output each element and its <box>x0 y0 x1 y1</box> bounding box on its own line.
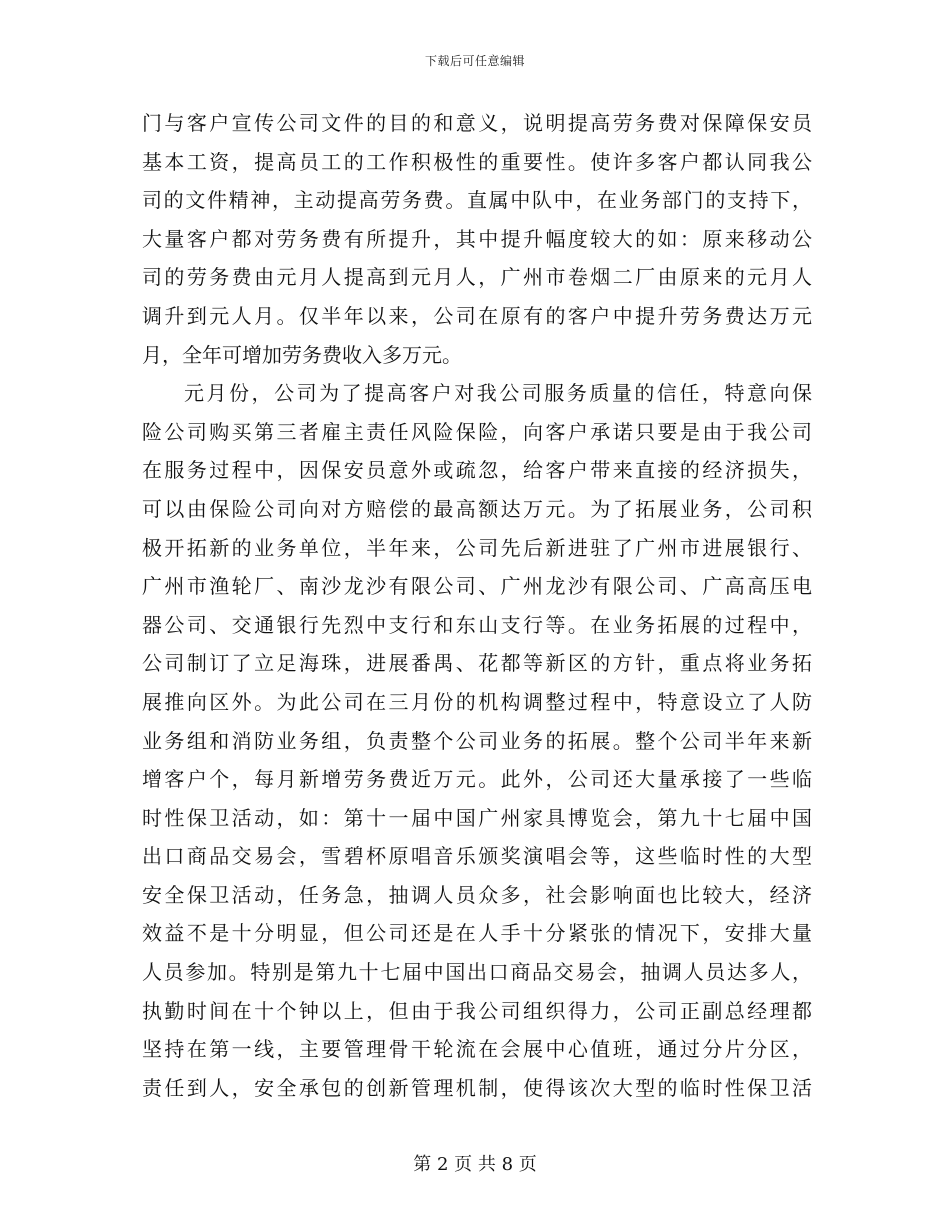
body-line-24: 执勤时间在十个钟以上，但由于我公司组织得力，公司正副总经理都 <box>142 998 812 1023</box>
page-header <box>0 52 950 69</box>
body-line-7: 月，全年可增加劳务费收入多万元。 <box>142 342 462 367</box>
body-line-15: 公司制订了立足海珠，进展番禺、花都等新区的方针，重点将业务拓 <box>142 651 812 676</box>
body-line-10: 在服务过程中，因保安员意外或疏忽，给客户带来直接的经济损失， <box>142 458 812 483</box>
body-line-23: 人员参加。特别是第九十七届中国出口商品交易会，抽调人员达多人， <box>142 960 812 985</box>
body-line-17: 业务组和消防业务组，负责整个公司业务的拓展。整个公司半年来新 <box>142 728 812 753</box>
body-line-2: 基本工资，提高员工的工作积极性的重要性。使许多客户都认同我公 <box>142 149 812 174</box>
page-footer <box>0 1150 950 1176</box>
footer-middle: 页 共 <box>454 1154 496 1175</box>
body-line-13: 广州市渔轮厂、南沙龙沙有限公司、广州龙沙有限公司、广高高压电 <box>142 574 812 599</box>
document-body <box>142 104 812 1107</box>
total-page-count: 8 <box>501 1154 514 1175</box>
body-line-16: 展推向区外。为此公司在三月份的机构调整过程中，特意设立了人防 <box>142 689 812 714</box>
body-line-14: 器公司、交通银行先烈中支行和东山支行等。在业务拓展的过程中， <box>142 612 812 637</box>
body-line-19: 时性保卫活动，如：第十一届中国广州家具博览会，第九十七届中国 <box>142 805 812 830</box>
body-line-11: 可以由保险公司向对方赔偿的最高额达万元。为了拓展业务，公司积 <box>142 496 812 521</box>
body-line-4: 大量客户都对劳务费有所提升，其中提升幅度较大的如：原来移动公 <box>142 226 812 251</box>
body-line-26: 责任到人，安全承包的创新管理机制，使得该次大型的临时性保卫活 <box>142 1075 812 1100</box>
body-line-9: 险公司购买第三者雇主责任风险保险，向客户承诺只要是由于我公司 <box>142 419 812 444</box>
body-line-1: 门与客户宣传公司文件的目的和意义，说明提高劳务费对保障保安员 <box>142 111 812 135</box>
footer-suffix: 页 <box>518 1154 537 1175</box>
header-text: 下载后可任意编辑 <box>424 54 525 68</box>
body-line-3: 司的文件精神，主动提高劳务费。直属中队中，在业务部门的支持下， <box>142 188 812 213</box>
body-line-22: 效益不是十分明显，但公司还是在人手十分紧张的情况下，安排大量 <box>142 921 812 946</box>
body-line-6: 调升到元人月。仅半年以来，公司在原有的客户中提升劳务费达万元 <box>142 303 812 328</box>
paragraph-2-line-1: 元月份，公司为了提高客户对我公司服务质量的信任，特意向保 <box>184 381 812 406</box>
footer-prefix: 第 <box>413 1154 432 1175</box>
body-line-5: 司的劳务费由元月人提高到元月人，广州市卷烟二厂由原来的元月人 <box>142 265 812 290</box>
body-line-25: 坚持在第一线，主要管理骨干轮流在会展中心值班，通过分片分区， <box>142 1037 812 1062</box>
body-line-12: 极开拓新的业务单位，半年来，公司先后新进驻了广州市进展银行、 <box>142 535 812 560</box>
body-line-21: 安全保卫活动，任务急，抽调人员众多，社会影响面也比较大，经济 <box>142 882 812 907</box>
current-page-number: 2 <box>436 1154 449 1175</box>
body-line-20: 出口商品交易会，雪碧杯原唱音乐颁奖演唱会等，这些临时性的大型 <box>142 844 812 869</box>
body-line-18: 增客户个，每月新增劳务费近万元。此外，公司还大量承接了一些临 <box>142 767 812 792</box>
